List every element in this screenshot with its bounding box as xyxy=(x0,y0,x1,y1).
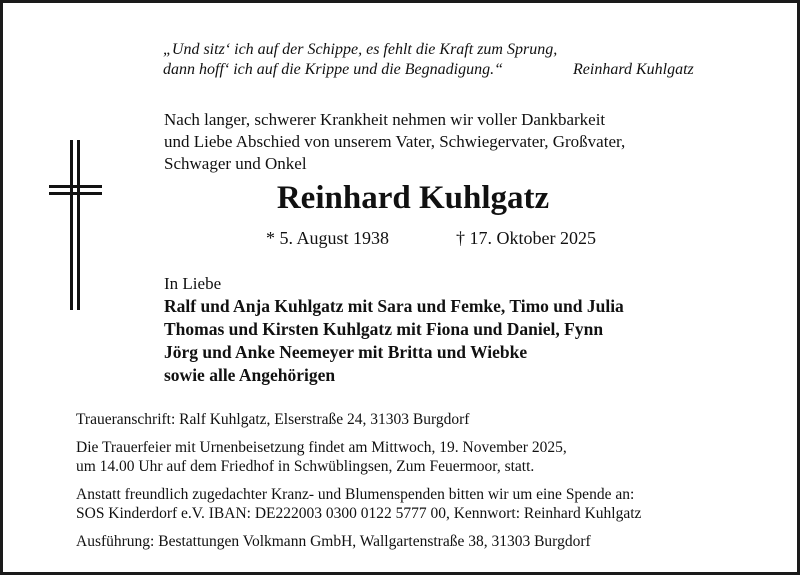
mourner-family-3: Jörg und Anke Neemeyer mit Britta und Wiebke xyxy=(164,342,528,362)
intro-line-1: Nach langer, schwerer Krankheit nehmen wir voller Dankbarkeit xyxy=(164,110,606,129)
birth-date: * 5. August 1938 xyxy=(266,228,390,248)
mourner-family-2: Thomas und Kirsten Kuhlgatz mit Fiona und Daniel, Fynn xyxy=(164,319,604,339)
mourner-family-4: sowie alle Angehörigen xyxy=(164,365,336,385)
ceremony-line-1: Die Trauerfeier mit Urnenbeisetzung findet am Mittwoch, 19. November 2025, xyxy=(76,439,567,456)
donation-line-1: Anstatt freundlich zugedachter Kranz- und Blumenspenden bitten wir um eine Spende an: xyxy=(76,486,635,503)
undertaker-info: Ausführung: Bestattungen Volkmann GmbH, Wallgartenstraße 38, 31303 Burgdorf xyxy=(76,533,591,550)
cross-vertical-left xyxy=(70,140,73,310)
intro-line-3: Schwager und Onkel xyxy=(164,154,307,173)
death-date: † 17. Oktober 2025 xyxy=(456,228,596,248)
mourners-intro: In Liebe xyxy=(164,274,222,293)
cross-horizontal-top xyxy=(49,185,102,188)
quote-author: Reinhard Kuhlgatz xyxy=(573,61,694,78)
donation-line-2: SOS Kinderdorf e.V. IBAN: DE222003 0300 0122 5777 00, Kennwort: Reinhard Kuhlgatz xyxy=(76,505,642,522)
mourner-family-1: Ralf und Anja Kuhlgatz mit Sara und Femke, Timo und Julia xyxy=(164,296,624,316)
cross-vertical-right xyxy=(77,140,80,310)
quote-line-1: „Und sitz‘ ich auf der Schippe, es fehlt die Kraft zum Sprung, xyxy=(163,41,558,58)
cross-horizontal-bottom xyxy=(49,192,102,195)
ceremony-line-2: um 14.00 Uhr auf dem Friedhof in Schwüblingsen, Zum Feuermoor, statt. xyxy=(76,458,535,475)
mourning-address: Traueranschrift: Ralf Kuhlgatz, Elserstraße 24, 31303 Burgdorf xyxy=(76,411,470,428)
deceased-name: Reinhard Kuhlgatz xyxy=(276,180,550,216)
intro-line-2: und Liebe Abschied von unserem Vater, Schwiegervater, Großvater, xyxy=(164,132,626,151)
quote-line-2: dann hoff‘ ich auf die Krippe und die Begnadigung.“ xyxy=(163,61,503,78)
